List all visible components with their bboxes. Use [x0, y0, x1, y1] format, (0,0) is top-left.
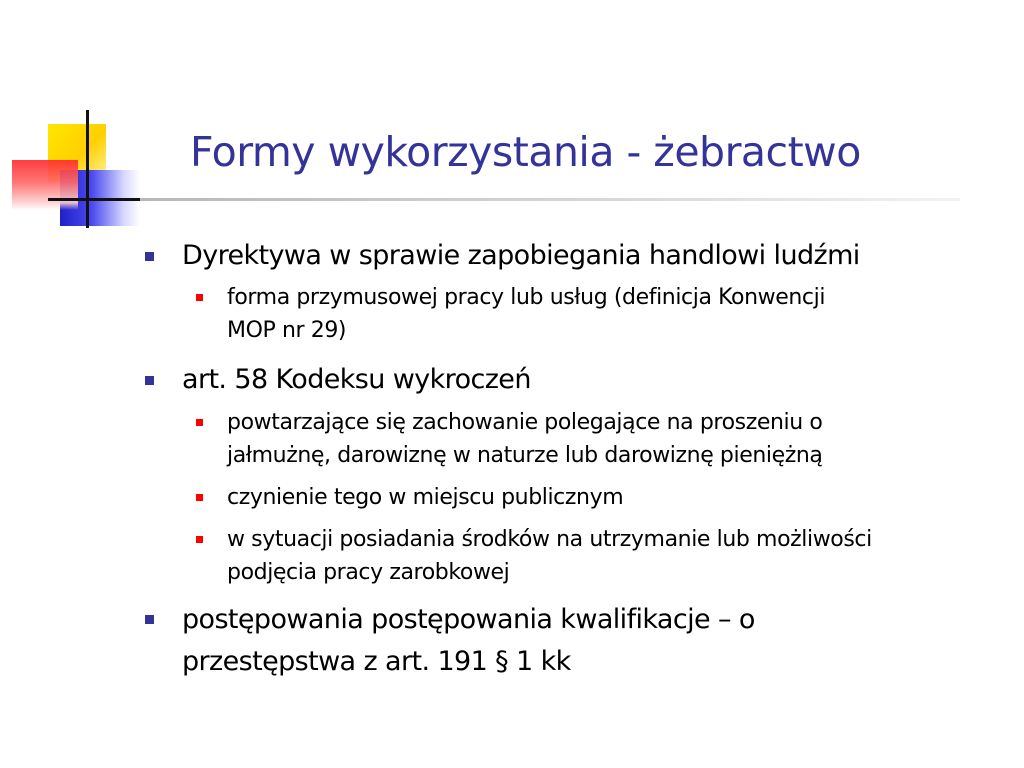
decorative-squares-logo: [0, 100, 150, 240]
sub-bullet-square-icon: [196, 294, 203, 301]
sub-item-1-1-line-1: forma przymusowej pracy lub usług (definicja Konwencji: [227, 285, 826, 310]
sub-item-1-1-line-2: MOP nr 29): [227, 318, 347, 343]
bullet-item-3-line-1: postępowania postępowania kwalifikacje – o: [182, 604, 755, 635]
logo-horizontal-line: [48, 198, 148, 201]
bullet-square-icon: [145, 615, 154, 624]
bullet-item-1: Dyrektywa w sprawie zapobiegania handlowi ludźmi: [182, 240, 860, 271]
sub-bullet-square-icon: [196, 536, 203, 543]
sub-item-2-3-line-2: podjęcia pracy zarobkowej: [227, 560, 510, 585]
red-square: [12, 160, 78, 210]
logo-vertical-line: [86, 110, 89, 228]
sub-bullet-square-icon: [196, 419, 203, 426]
bullet-item-2: art. 58 Kodeksu wykroczeń: [182, 364, 531, 395]
bullet-square-icon: [145, 376, 154, 385]
bullet-item-3-line-2: przestępstwa z art. 191 § 1 kk: [182, 646, 571, 677]
sub-item-2-1-line-1: powtarzające się zachowanie polegające na proszeniu o: [227, 410, 823, 435]
sub-bullet-square-icon: [196, 494, 203, 501]
sub-item-2-2: czynienie tego w miejscu publicznym: [227, 485, 624, 510]
title-divider: [140, 198, 960, 201]
bullet-square-icon: [145, 252, 154, 261]
sub-item-2-1-line-2: jałmużnę, darowiznę w naturze lub darowiznę pieniężną: [227, 443, 823, 468]
sub-item-2-3-line-1: w sytuacji posiadania środków na utrzymanie lub możliwości: [227, 527, 872, 552]
slide-title: Formy wykorzystania - żebractwo: [190, 128, 861, 176]
